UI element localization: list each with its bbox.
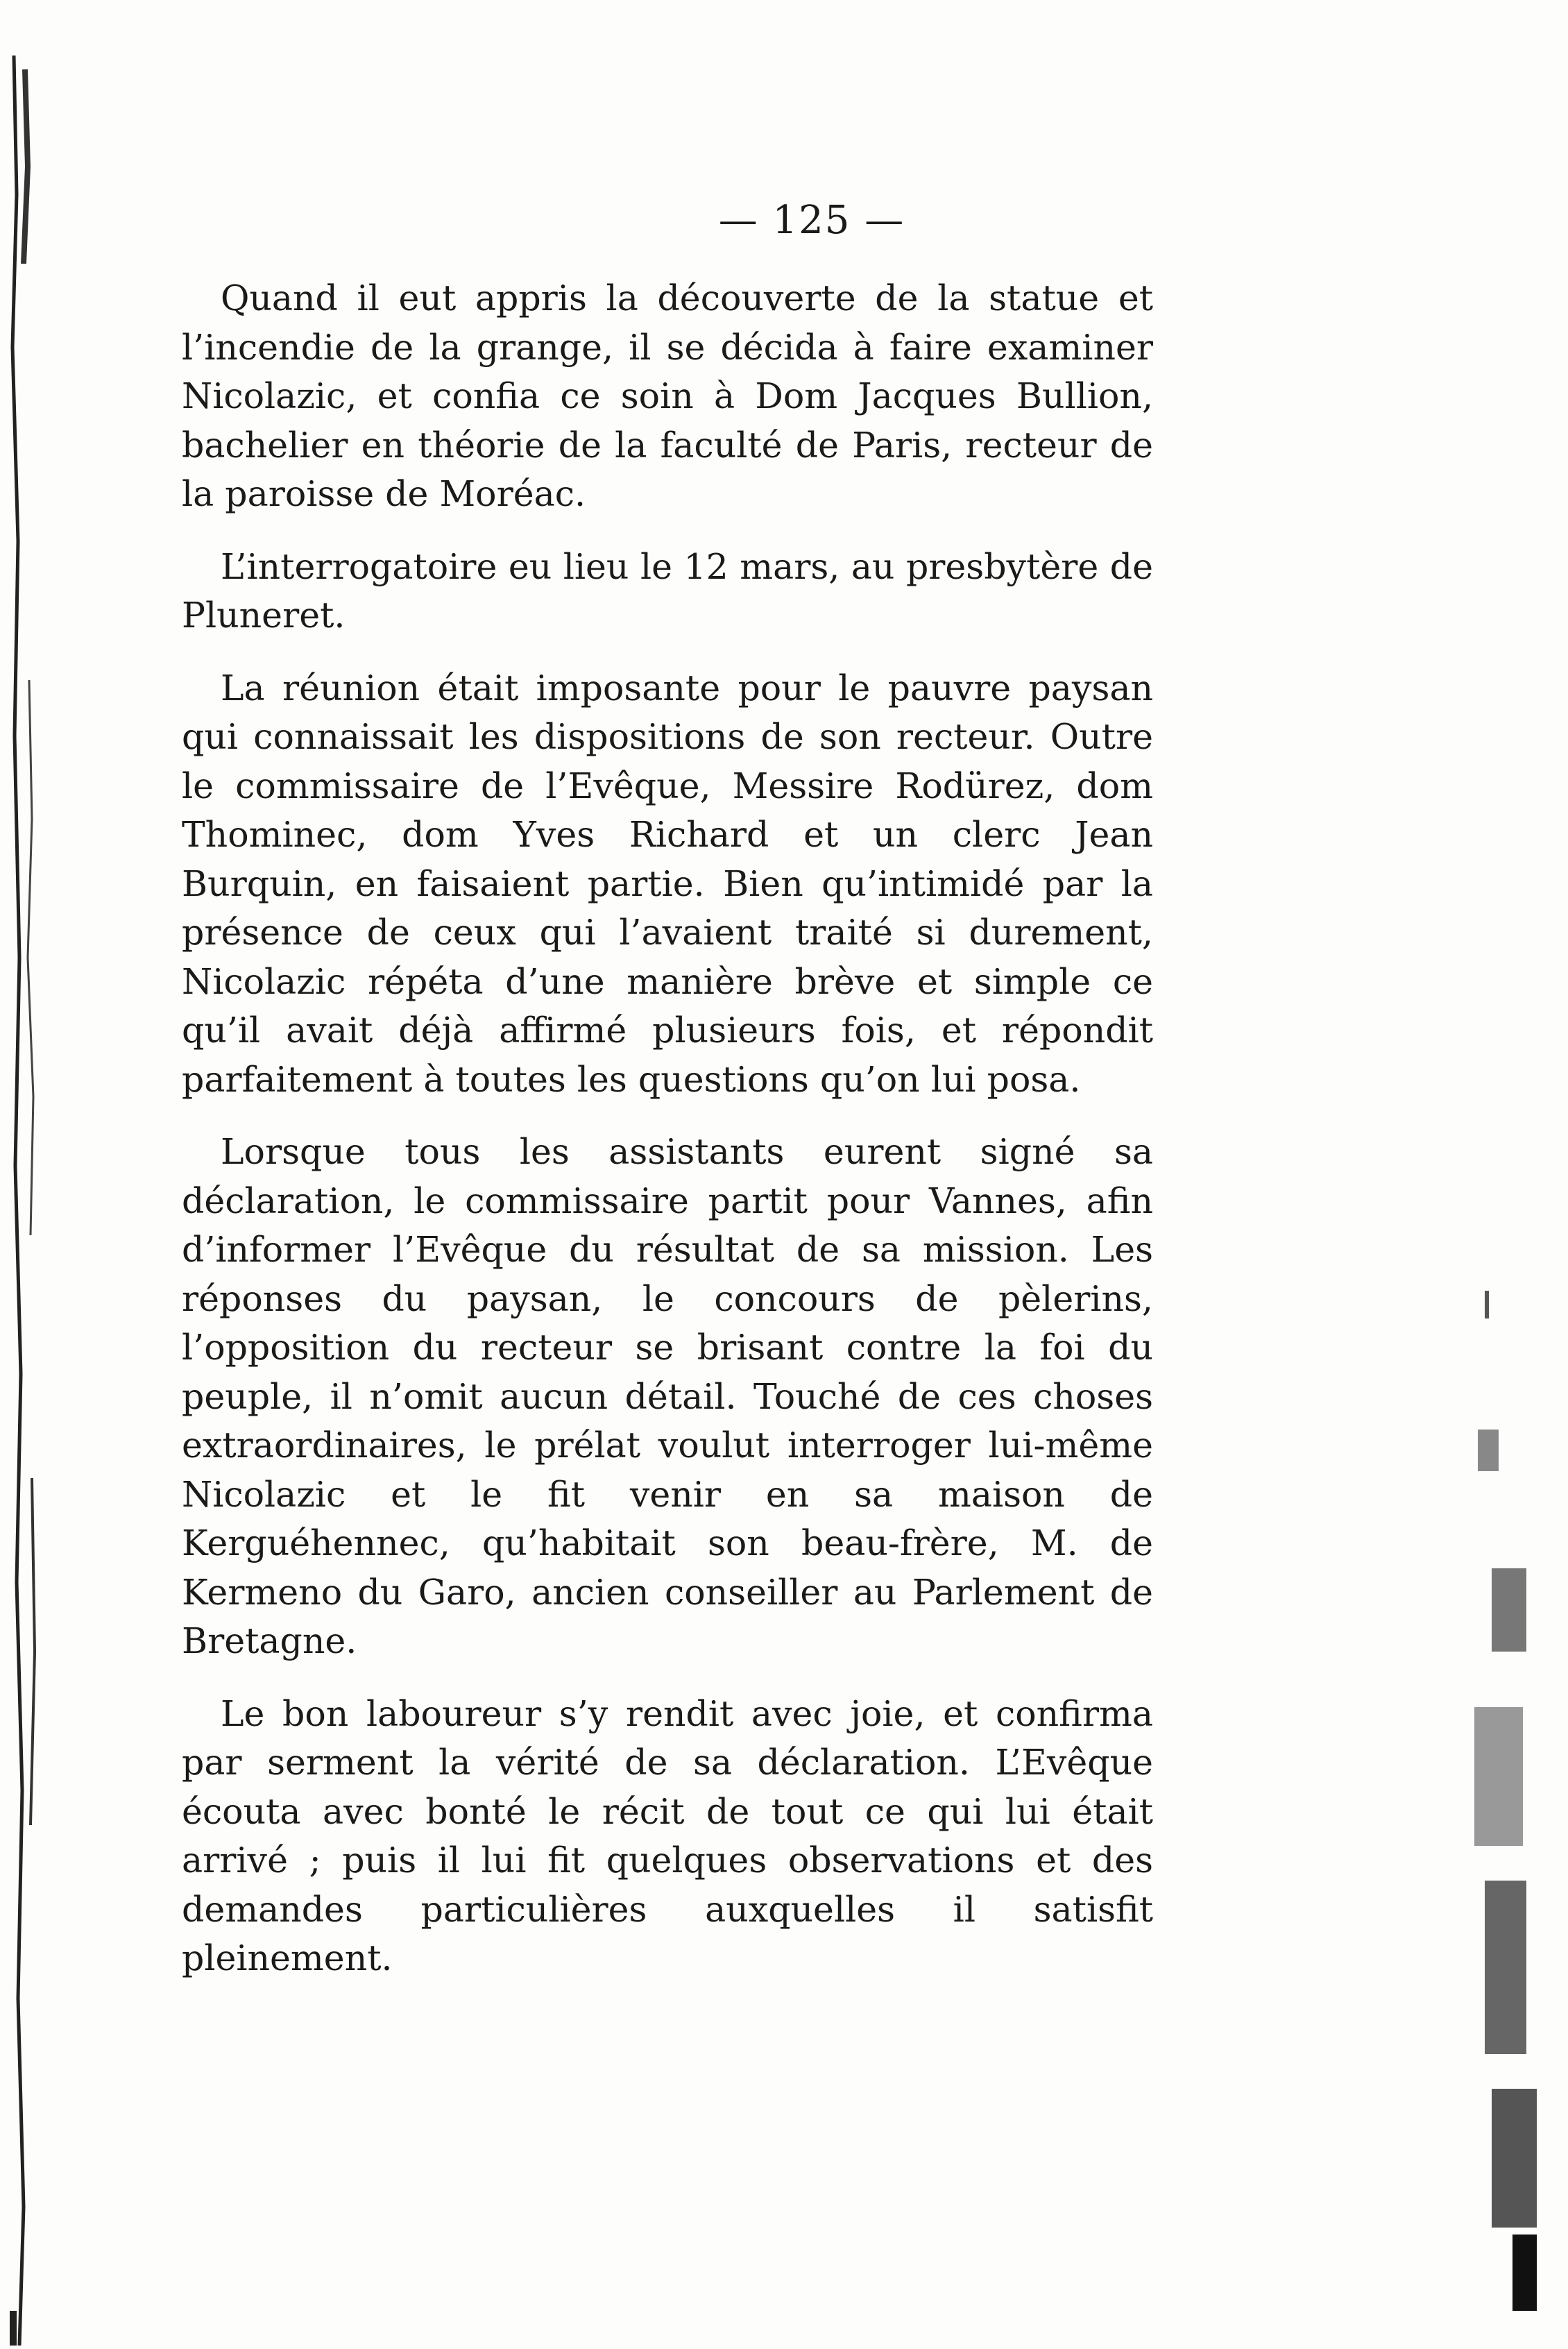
paragraph: Lorsque tous les assistants eurent signé sa déclaration, le commissaire partit pour Vannes, afin d’informer l’Evêque du résultat de sa mission. Les réponses du paysan, le concours de pèlerins, l’opposition du recteur se brisant contre la foi du peuple, il n’omit aucun détail. Touché de ces choses extraordinaires, le prélat voulut interroger lui-même Nicolazic et le fit venir en sa maison de Kerguéhennec, qu’habitait son beau-frère, M. de Kermeno du Garo, ancien conseiller au Parlement de Bretagne. <box>182 1131 1153 1661</box>
scan-noise-artifact <box>1471 1291 1540 2318</box>
paragraph: Le bon laboureur s’y rendit avec joie, et confirma par serment la vérité de sa déclaration. L’Evêque écouta avec bonté le récit de tout ce qui lui était arrivé ; puis il lui fit quelques observations et des demandes particulières auxquelles il satisfit pleinement. <box>182 1693 1153 1978</box>
page-number: — 125 — <box>718 198 905 243</box>
body-text <box>182 274 1153 2007</box>
binding-edge-artifact <box>4 56 39 2346</box>
paragraph: Quand il eut appris la découverte de la statue et l’incendie de la grange, il se décida à faire examiner Nicolazic, et confia ce soin à Dom Jacques Bullion, bachelier en théorie de la faculté de Paris, recteur de la paroisse de Moréac. <box>182 278 1153 514</box>
paragraph: La réunion était imposante pour le pauvre paysan qui connaissait les dispositions de son recteur. Outre le commissaire de l’Evêque, Messire Rodürez, dom Thominec, dom Yves Richard et un clerc Jean Burquin, en faisaient partie. Bien qu’intimidé par la présence de ceux qui l’avaient traité si durement, Nicolazic répéta d’une manière brève et simple ce qu’il avait déjà affirmé plusieurs fois, et répondit parfaitement à toutes les questions qu’on lui posa. <box>182 667 1153 1100</box>
paragraph: L’interrogatoire eu lieu le 12 mars, au presbytère de Pluneret. <box>182 545 1153 636</box>
